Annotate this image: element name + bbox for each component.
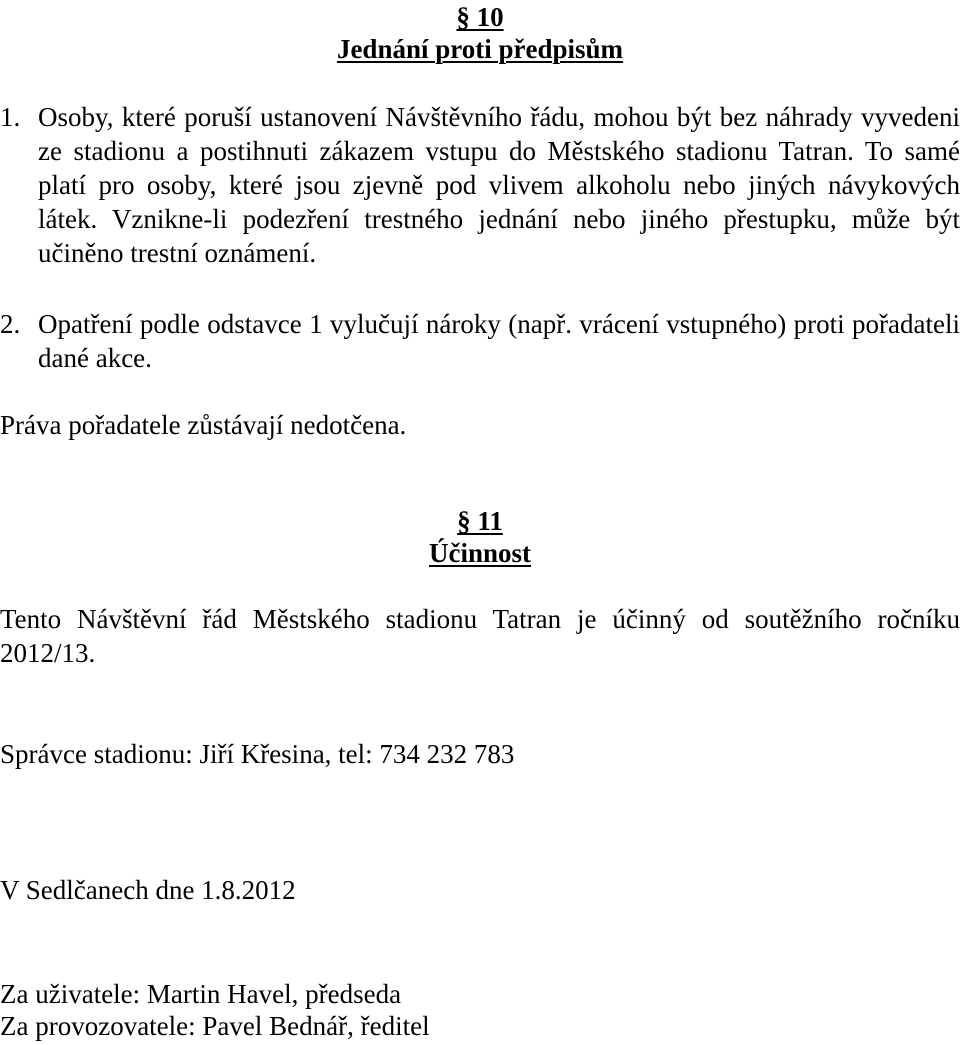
list-item: [0, 100, 960, 270]
section-11-number: § 11: [457, 506, 503, 536]
section-10-list-2: [0, 307, 960, 375]
signature-user: Za uživatele: Martin Havel, předseda: [0, 979, 402, 1009]
list-item-number: 1.: [0, 102, 21, 132]
list-item-text: Osoby, které poruší ustanovení Návštěvního řádu, mohou být bez náhrady vyvedeni ze stadionu a postihnuti zákazem vstupu do Městského stadionu Tatran. To samé platí pro osoby, které jsou zjevně pod vlivem alkoholu nebo jiných návykových látek. Vznikne-li podezření trestného jednání nebo jiného přestupku, může být učiněno trestní oznámení.: [38, 102, 960, 268]
list-item-text: Opatření podle odstavce 1 vylučují nároky (např. vrácení vstupného) proti pořadateli dané akce.: [38, 309, 960, 373]
manager-line: Správce stadionu: Jiří Křesina, tel: 734 232 783: [0, 739, 515, 769]
place-date: V Sedlčanech dne 1.8.2012: [0, 875, 296, 905]
section-10-title: Jednání proti předpisům: [336, 34, 624, 64]
list-item: [0, 307, 960, 375]
rights-note: Práva pořadatele zůstávají nedotčena.: [0, 410, 407, 440]
signature-operator: Za provozovatele: Pavel Bednář, ředitel: [0, 1011, 430, 1041]
section-11-text: Tento Návštěvní řád Městského stadionu Tatran je účinný od soutěžního ročníku 2012/13.: [0, 604, 960, 668]
section-10-number: § 10: [456, 2, 504, 32]
list-item-number: 2.: [0, 309, 21, 339]
section-11-title: Účinnost: [428, 538, 531, 568]
section-10-list: [0, 100, 960, 270]
